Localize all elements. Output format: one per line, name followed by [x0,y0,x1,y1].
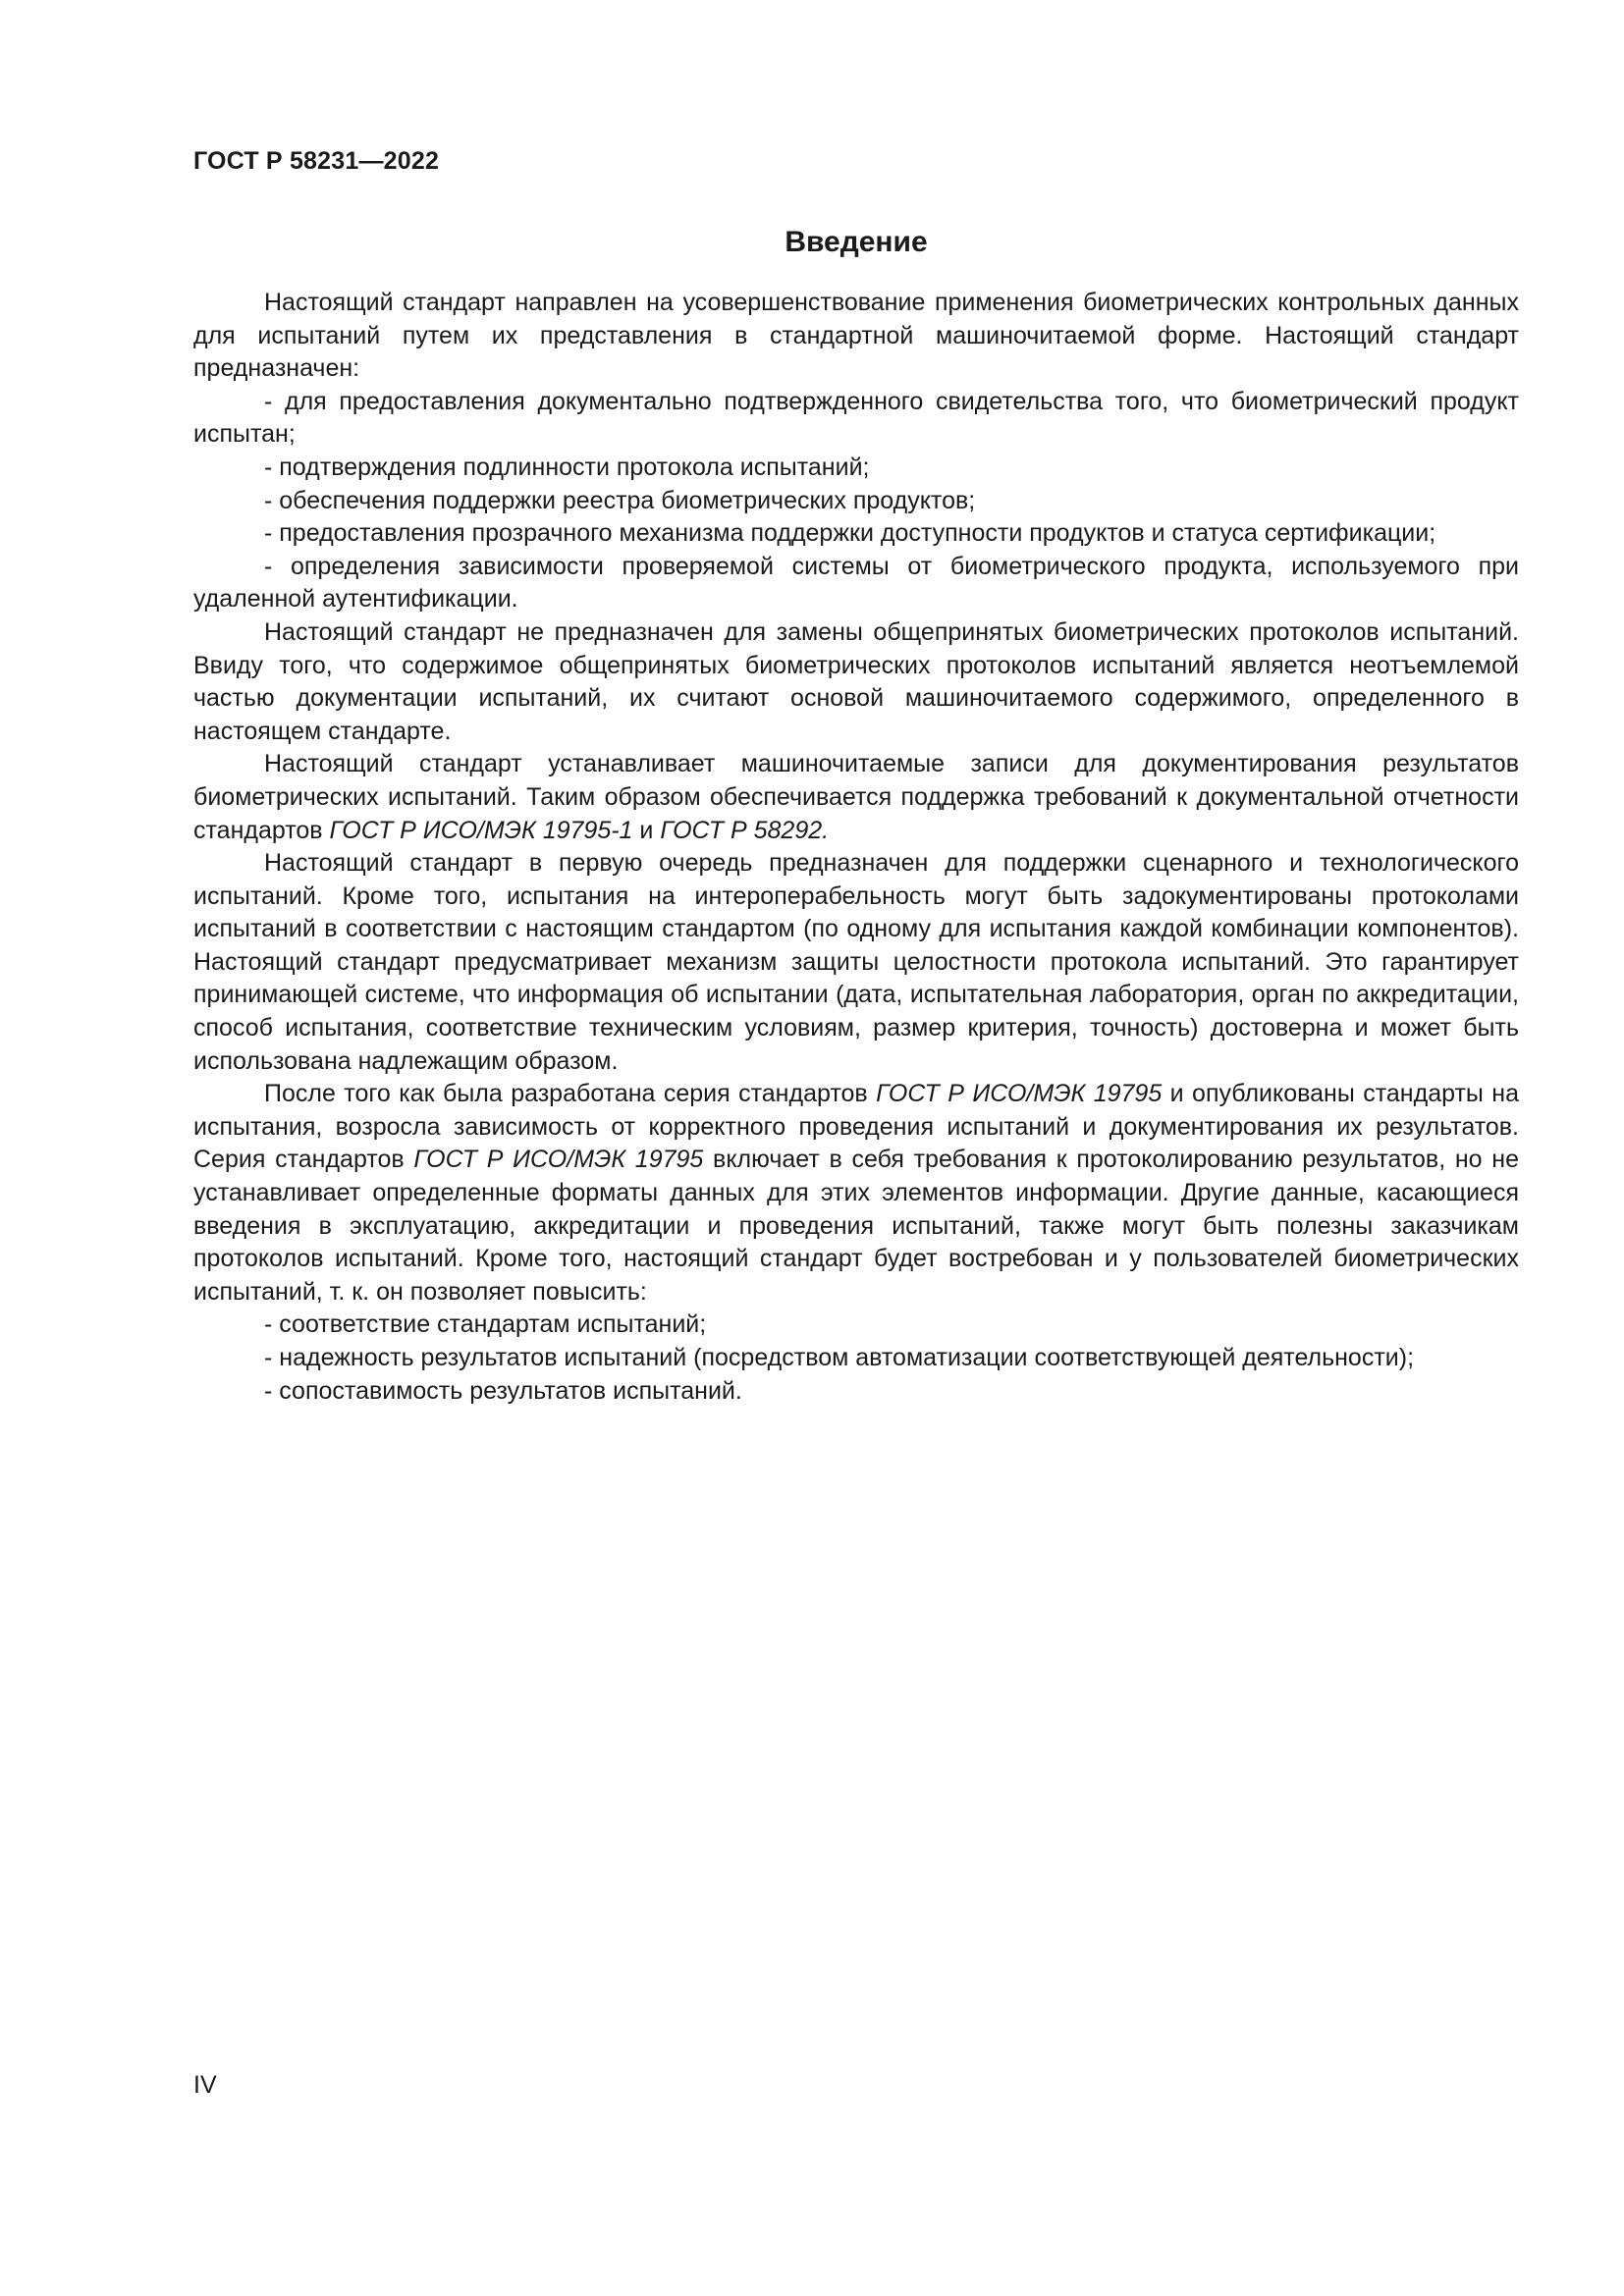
list-item: - обеспечения поддержки реестра биометрических продуктов; [264,486,976,514]
list-item: - определения зависимости проверяемой системы от биометрического продукта, используемого при удаленной аутентификации. [193,552,1519,614]
paragraph [193,748,1519,847]
standard-reference: ГОСТ Р 58292 [660,816,823,844]
paragraph: Настоящий стандарт направлен на усовершенствование применения биометрических контрольных данных для испытаний путем их представления в стандартной машиночитаемой форме. Настоящий стандарт предназначен: [193,289,1519,383]
text-span: и опубликованы стандарты на испытания, возросла зависимость от корректного проведения испытаний и документирования их результатов. Серия стандартов [193,1080,1520,1174]
list-item: - соответствие стандартам испытаний; [264,1310,707,1339]
section-title: Введение [785,226,928,258]
page-number: IV [193,2071,217,2099]
text-span: Настоящий стандарт устанавливает машиночитаемые записи для документирования результатов биометрических испытаний. Таким образом обеспечивается поддержка требований к документальной отчетности стандартов [193,750,1519,844]
paragraph: Настоящий стандарт в первую очередь предназначен для поддержки сценарного и технологического испытаний. Кроме того, испытания на интероперабельность могут быть задокументированы протоколами испытаний в соответствии с настоящим стандартом (по одному для испытания каждой комбинации компонентов). Настоящий стандарт предусматривает механизм защиты целостности протокола испытаний. Это гарантирует принимающей системе, что информация об испытании (дата, испытательная лаборатория, орган по аккредитации, способ испытания, соответствие техническим условиям, размер критерия, точность) достоверна и может быть использована надлежащим образом. [193,849,1519,1075]
standard-reference: ГОСТ Р ИСО/МЭК 19795 [413,1146,704,1174]
document-code-header: ГОСТ Р 58231—2022 [193,147,440,175]
paragraph: Настоящий стандарт не предназначен для замены общепринятых биометрических протоколов испытаний. Ввиду того, что содержимое общепринятых биометрических протоколов испытаний является неотъемлемой частью документации испытаний, их считают основой машиночитаемого содержимого, определенного в настоящем стандарте. [193,617,1519,745]
list-item: - для предоставления документально подтвержденного свидетельства того, что биометрический продукт испытан; [193,387,1519,449]
paragraph [193,1078,1519,1308]
list-item: - сопоставимость результатов испытаний. [264,1376,742,1405]
list-item: - надежность результатов испытаний (посредством автоматизации соответствующей деятельности); [264,1344,1415,1371]
text-span: и [632,816,661,844]
text-span: . [822,816,830,844]
text-span: После того как была разработана серия стандартов [264,1080,877,1108]
document-body [193,287,1519,1408]
standard-reference: ГОСТ Р ИСО/МЭК 19795-1 [329,816,633,844]
list-item: - предоставления прозрачного механизма поддержки доступности продуктов и статуса сертификации; [264,519,1436,548]
list-item: - подтверждения подлинности протокола испытаний; [264,453,870,481]
text-span: включает в себя требования к протоколированию результатов, но не устанавливает определенные форматы данных для этих элементов информации. Другие данные, касающиеся введения в эксплуатацию, аккредитации и проведения испытаний, также могут быть полезны заказчикам протоколов испытаний. Кроме того, настоящий стандарт будет востребован и у пользователей биометрических испытаний, т. к. он позволяет повысить: [193,1146,1519,1306]
standard-reference: ГОСТ Р ИСО/МЭК 19795 [876,1080,1163,1108]
